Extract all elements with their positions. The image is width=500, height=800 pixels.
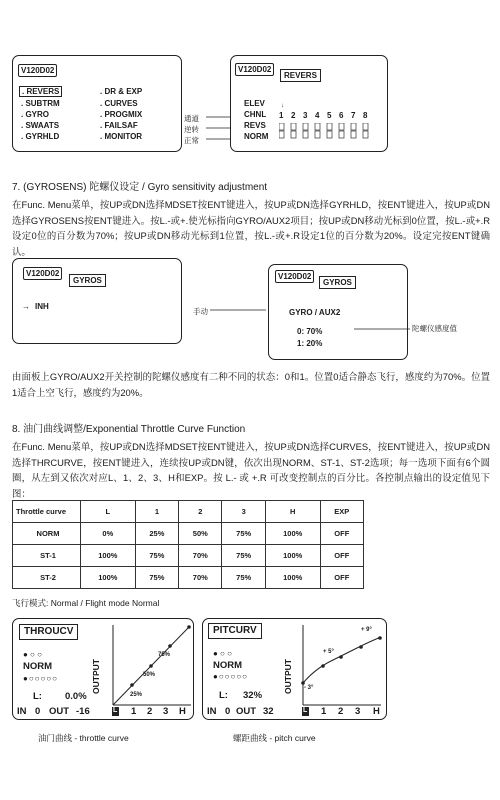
lcd-gyros-inh (12, 258, 182, 344)
table-cell: 75% (135, 567, 178, 589)
table-cell: ST-2 (13, 567, 81, 589)
throttle-curve-caption: 油门曲线 - throttle curve (38, 733, 129, 743)
channel-num: 6 (339, 111, 344, 120)
channel-num: 4 (315, 111, 320, 120)
x-axis-label: 1 (131, 706, 137, 717)
channel-num: 8 (363, 111, 368, 120)
x-axis-label: 3 (163, 706, 169, 717)
table-cell: 70% (179, 567, 222, 589)
curve-point-25: 25% (130, 692, 143, 698)
model-name-tag: V120D02 (18, 64, 57, 77)
label-normal: 正常 (184, 136, 199, 145)
section-7-heading: 7. (GYROSENS) 陀螺仪设定 / Gyro sensitivity adjustment (12, 182, 268, 193)
channel-numbers (279, 110, 374, 142)
x-axis-label: 1 (321, 706, 327, 717)
pointer-line (208, 305, 268, 313)
x-axis-label: H (179, 706, 186, 717)
table-cell: OFF (320, 523, 363, 545)
table-cell: NORM (13, 523, 81, 545)
table-row (13, 567, 364, 589)
flight-mode-label: 飞行模式: Normal / Flight mode Normal (12, 598, 160, 608)
label-channel: 通道 (184, 114, 199, 123)
curve-select-dots: ● ○ ○ (213, 649, 232, 658)
model-name-tag: V120D02 (275, 270, 314, 283)
menu-item-monitor: . MONITOR (100, 132, 143, 141)
curve-point-plus5: + 5° (323, 649, 334, 655)
table-header-cell: Throttle curve (13, 501, 81, 523)
row-norm: NORM (244, 132, 269, 141)
table-cell: OFF (320, 545, 363, 567)
table-row (13, 545, 364, 567)
x-axis-label: 2 (338, 706, 344, 717)
section-8-heading: 8. 油门曲线调整/Exponential Throttle Curve Function (12, 424, 246, 435)
channel-num: 2 (291, 111, 296, 120)
channel-num: 5 (327, 111, 332, 120)
point-value: 32% (243, 690, 263, 701)
arrow-right-icon: → (22, 302, 30, 311)
curve-mode: NORM (213, 660, 243, 671)
channel-cursor-icon: ↓ (281, 103, 284, 109)
out-value: -16 (76, 706, 90, 717)
table-cell: 100% (81, 545, 136, 567)
output-axis-label: OUTPUT (91, 659, 101, 694)
channel-boxes (279, 123, 374, 139)
gyro-aux2-item: GYRO / AUX2 (289, 308, 341, 317)
x-axis-label: 2 (147, 706, 153, 717)
curve-select-dots: ● ○ ○ (23, 650, 42, 659)
menu-item-failsaf: . FAILSAF (100, 121, 138, 130)
menu-item-dr-exp: . DR & EXP (100, 87, 143, 96)
row-elev: ELEV (244, 99, 265, 108)
curve-point-plus9: + 9° (361, 627, 372, 633)
gyro-sensitivity-label: 陀螺仪感度值 (412, 324, 457, 333)
pointer-line (352, 327, 412, 335)
in-value: 0 (35, 706, 41, 717)
menu-item-progmix: . PROGMIX (100, 110, 143, 119)
model-name-tag: V120D02 (23, 267, 62, 280)
table-cell: 100% (265, 545, 320, 567)
curve-mode: NORM (23, 661, 53, 672)
point-label: L: (33, 691, 42, 702)
channel-num: 3 (303, 111, 308, 120)
table-cell: 100% (265, 523, 320, 545)
gyro-value-inh: INH (35, 302, 49, 311)
out-value: 32 (263, 706, 274, 717)
table-header-cell: 3 (222, 501, 265, 523)
throttle-curve-title: THROUCV (19, 624, 78, 640)
menu-item-curves: . CURVES (100, 99, 138, 108)
section-7-note: 由面板上GYRO/AUX2开关控制的陀螺仪感度有二种不同的状态：0和1。位置0适合静态飞行，感度约为70%。位置1适合上空飞行，感度约为20%。 (12, 371, 490, 398)
out-label: OUT (49, 706, 70, 717)
table-cell: 75% (222, 545, 265, 567)
x-axis-label: H (373, 706, 380, 717)
revers-tab: REVERS (280, 69, 321, 82)
table-cell: 75% (135, 545, 178, 567)
table-cell: ST-1 (13, 545, 81, 567)
lcd-pitch-curve (202, 618, 387, 720)
x-axis-label: L (113, 707, 118, 714)
menu-item-swaats: . SWAATS (21, 121, 60, 130)
point-value: 0.0% (65, 691, 87, 702)
menu-item-gyrhld: . GYRHLD (21, 132, 60, 141)
lcd-gyros-aux2 (268, 264, 408, 360)
lcd-throttle-curve (12, 618, 194, 720)
table-cell: 50% (179, 523, 222, 545)
point-select-dots: ●○○○○○ (23, 674, 58, 683)
table-cell: 75% (222, 523, 265, 545)
row-revs: REVS (244, 121, 266, 130)
table-cell: OFF (320, 567, 363, 589)
manual-label: 手动 (193, 307, 208, 316)
menu-item-gyro: . GYRO (21, 110, 50, 119)
table-cell: 100% (81, 567, 136, 589)
point-select-dots: ●○○○○○ (213, 672, 248, 681)
curve-point-50: 50% (143, 672, 156, 678)
label-reverse: 逆转 (184, 125, 199, 134)
throttle-curve-table (12, 500, 364, 589)
menu-item-subtrm: . SUBTRM (21, 99, 60, 108)
lcd-main-menu (12, 55, 182, 152)
section-8-paragraph: 在Func. Menu菜单，按UP或DN选择MDSET按ENT键进入，按UP或DN选择CURVES，按ENT键进入，按UP或DN选择THRCURVE，按ENT键进入，连续按UP或DN键，依次出现NORM、ST-1、ST-2选项；每一选项下面有6个圆圈，从左到又依次对应L、1、2、3、H和EXP。按 L.- 或 +.R 可改变控制点的百分比。各控制点输出的设定值见下图： (12, 441, 490, 499)
section-7-paragraph: 在Func. Menu菜单，按UP或DN选择MDSET按ENT键进入，按UP或DN选择GYRHLD，按ENT键进入，按UP或DN选择GYROSENS按ENT键进入。按L.-或+.使光标指向GYRO/AUX2项目；按UP或DN移动光标到0位置，按L.-或+.R设定0位的百分数为70%；按UP或DN移动光标到1位置，按L.-或+.R设定1位的百分数为20%。设定完按ENT键确认。 (12, 199, 490, 257)
gyros-tab: GYROS (319, 276, 356, 289)
table-header-cell: 2 (179, 501, 222, 523)
channel-num: 1 (279, 111, 284, 120)
pitch-curve-graph (301, 625, 383, 708)
table-cell: 100% (265, 567, 320, 589)
menu-item-revers: . REVERS (19, 86, 62, 97)
curve-point-minus3: - 3° (304, 685, 314, 691)
table-header-row (13, 501, 364, 523)
gyros-tab: GYROS (69, 274, 106, 287)
model-name-tag: V120D02 (235, 63, 274, 76)
pitch-curve-caption: 螺距曲线 - pitch curve (233, 733, 316, 743)
table-cell: 25% (135, 523, 178, 545)
row-chnl: CHNL (244, 110, 267, 119)
channel-num: 7 (351, 111, 356, 120)
table-cell: 70% (179, 545, 222, 567)
table-header-cell: 1 (135, 501, 178, 523)
table-header-cell: EXP (320, 501, 363, 523)
table-row (13, 523, 364, 545)
table-cell: 0% (81, 523, 136, 545)
curve-point-75: 75% (158, 652, 171, 658)
in-value: 0 (225, 706, 231, 717)
in-label: IN (207, 706, 217, 717)
table-header-cell: H (265, 501, 320, 523)
in-label: IN (17, 706, 27, 717)
pitch-curve-title: PITCURV (208, 623, 262, 639)
throttle-curve-graph (111, 625, 191, 708)
x-axis-label: 3 (355, 706, 361, 717)
table-cell: 75% (222, 567, 265, 589)
out-label: OUT (236, 706, 257, 717)
lcd-revers-screen (230, 55, 388, 152)
gyro-pos-0: 0: 70% (297, 327, 323, 336)
point-label: L: (219, 690, 228, 701)
gyro-pos-1: 1: 20% (297, 339, 323, 348)
x-axis-label: L (303, 707, 308, 714)
output-axis-label: OUTPUT (283, 659, 293, 694)
table-header-cell: L (81, 501, 136, 523)
